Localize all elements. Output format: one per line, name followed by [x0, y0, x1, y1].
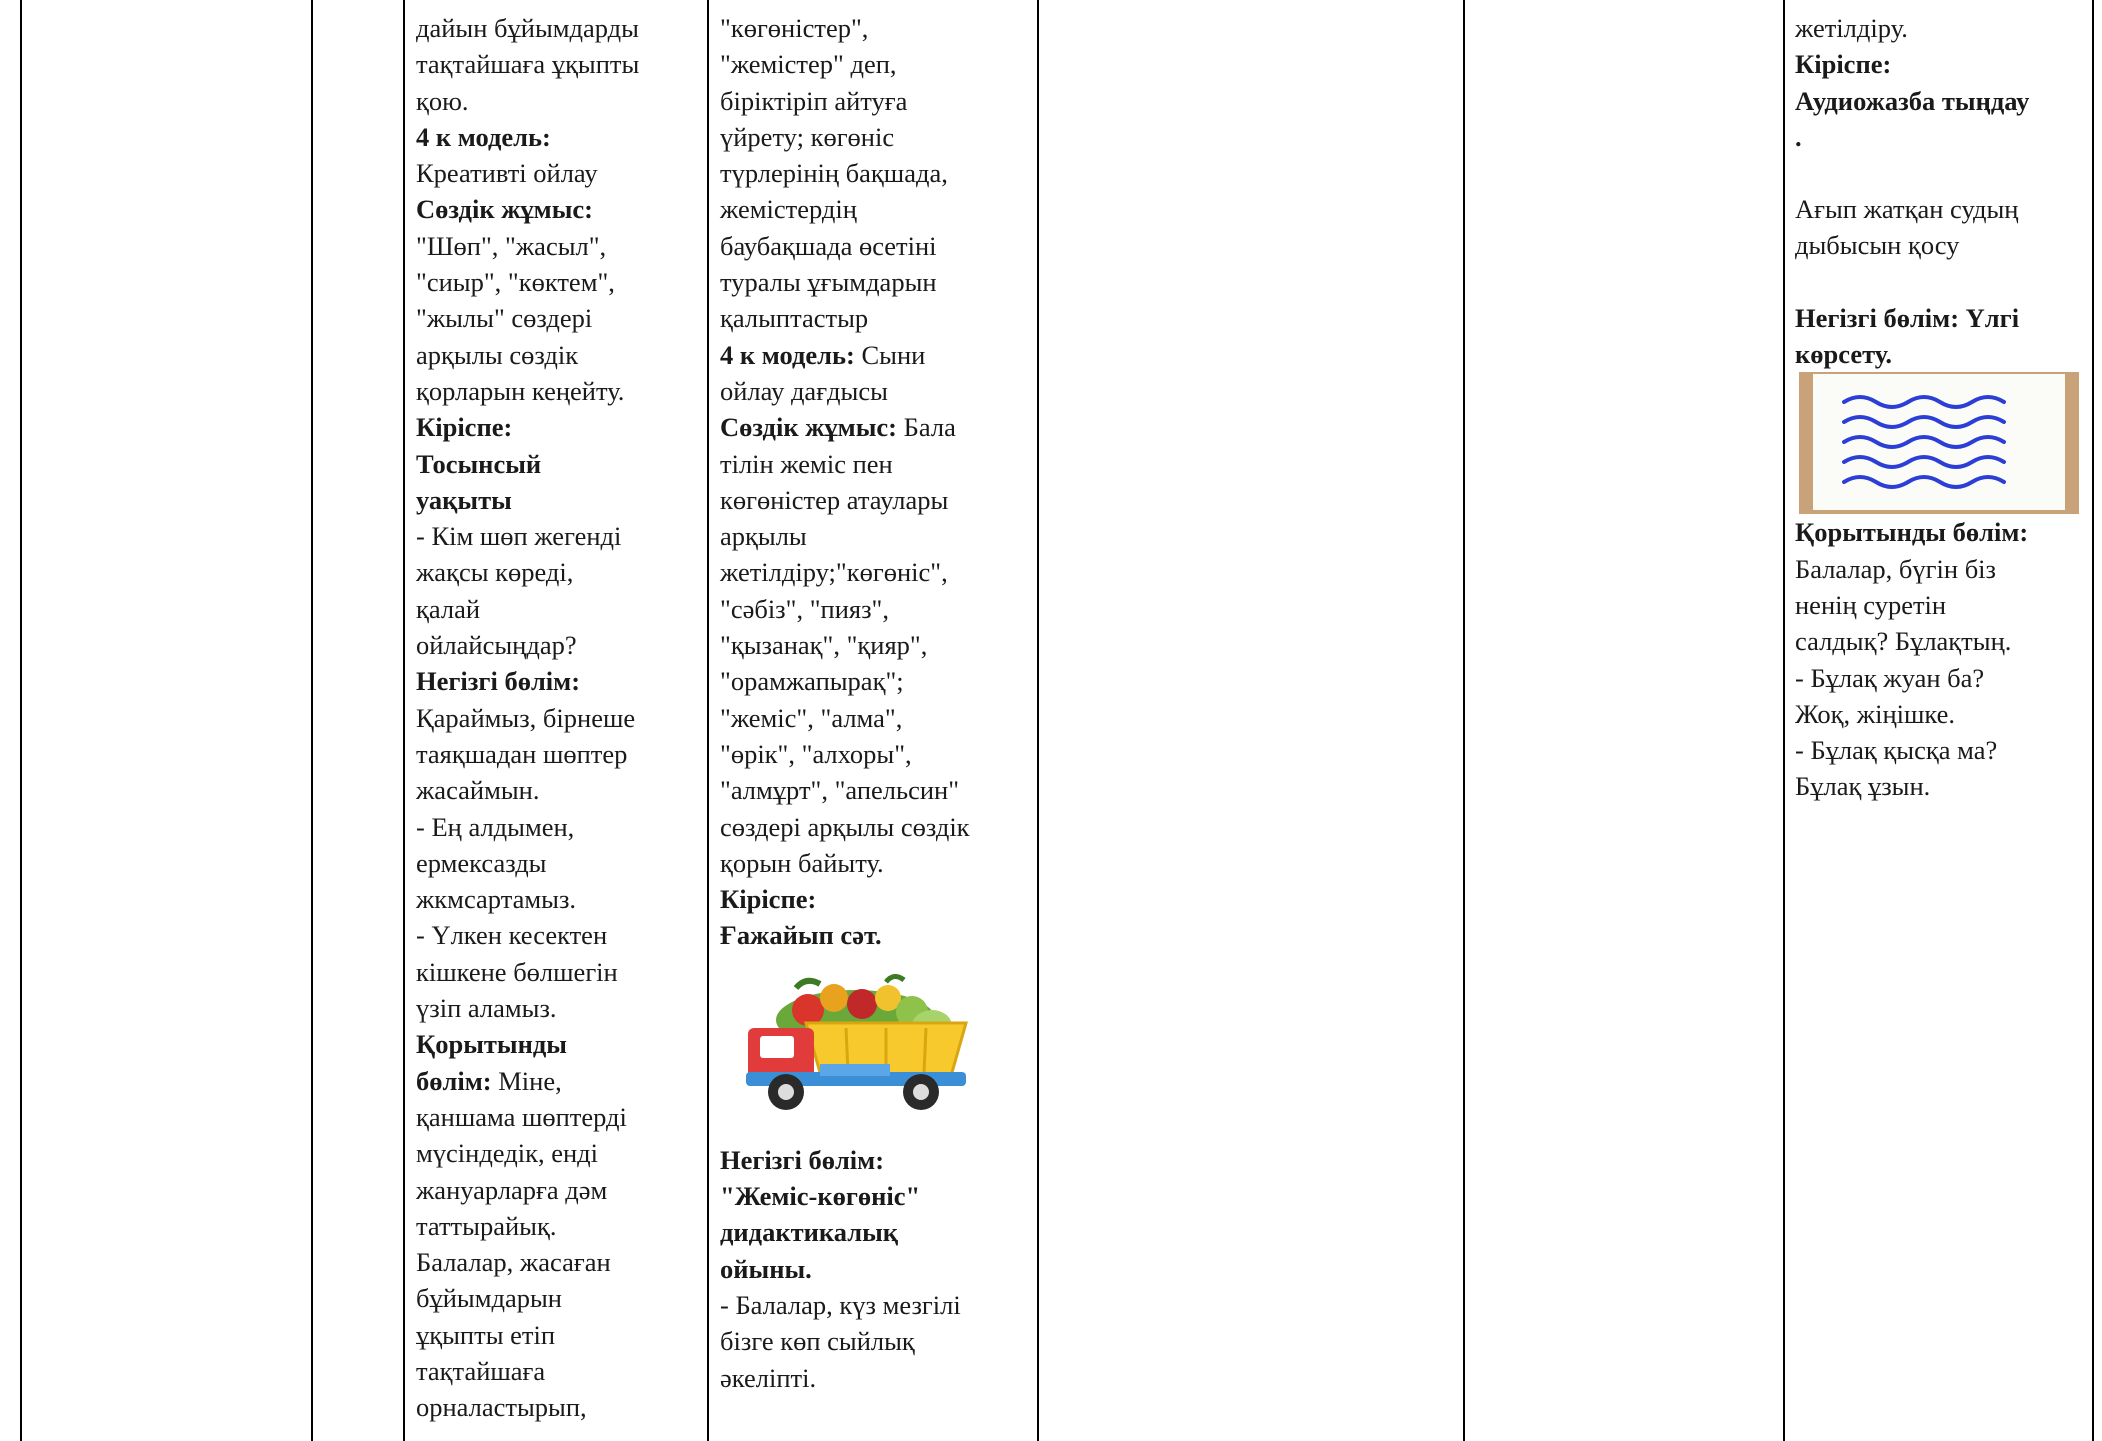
table-border [1037, 0, 1039, 1441]
table-border [2092, 0, 2094, 1441]
text: "жылы" сөздері [416, 303, 593, 334]
text: ойлау дағдысы [720, 375, 888, 406]
cell-activity-2 [720, 10, 1032, 1396]
bold-text: Негізгі бөлім: [1795, 302, 1960, 333]
text: баубақшада өсетіні [720, 230, 937, 261]
fruit-truck-icon [736, 968, 986, 1118]
bold-text: Кіріспе: [720, 884, 817, 915]
text-line [416, 1317, 702, 1353]
text-line [720, 191, 1032, 227]
text-line [416, 446, 702, 482]
text-line [1795, 83, 2087, 119]
cell-text-bottom [720, 1142, 1032, 1396]
text: қорын байыту. [720, 847, 884, 878]
text-line [1795, 119, 2087, 155]
text-line [720, 337, 1032, 373]
table-border [1463, 0, 1465, 1441]
text: сөздері арқылы сөздік [720, 811, 970, 842]
table-border [311, 0, 313, 1441]
text-line [416, 954, 702, 990]
text-line [1795, 551, 2087, 587]
text-line [720, 1323, 1032, 1359]
text-line [416, 300, 702, 336]
text-line [416, 1208, 702, 1244]
text-line [416, 482, 702, 518]
text: үйрету; көгөніс [720, 121, 895, 152]
text: "сәбіз", "пияз", [720, 593, 890, 624]
text-line [416, 373, 702, 409]
text: жетілдіру. [1795, 13, 1908, 43]
text: салдық? Бұлақтың. [1795, 626, 2012, 657]
text: ермексазды [416, 847, 547, 878]
bold-text: Сөздік жұмыс: [416, 194, 594, 225]
text-line [720, 228, 1032, 264]
text: таттырайық. [416, 1210, 557, 1241]
text-line [416, 663, 702, 699]
text: - Балалар, күз мезгілі [720, 1289, 961, 1320]
text: ұқыпты етіп [416, 1319, 556, 1350]
text: тілін жеміс пен [720, 448, 893, 479]
text: көгөністер атаулары [720, 484, 949, 515]
text: - Ең алдымен, [416, 811, 575, 842]
text: "жеміс", "алма", [720, 702, 903, 733]
text: Міне, [491, 1065, 562, 1096]
text-line [720, 1251, 1032, 1287]
text-line [1795, 46, 2087, 82]
bold-text: Тосынсый [416, 448, 542, 479]
text: бізге көп сыйлық [720, 1326, 915, 1357]
text-line [416, 83, 702, 119]
text-line [416, 264, 702, 300]
text: Ағып жатқан судың [1795, 194, 2019, 225]
bold-text: Кіріспе: [1795, 49, 1892, 80]
text-line [416, 409, 702, 445]
bold-text: уақыты [416, 484, 512, 515]
text-line [416, 46, 702, 82]
text: "көгөністер", [720, 13, 869, 43]
text: үзіп аламыз. [416, 993, 557, 1024]
text-line [720, 1287, 1032, 1323]
cell-text-bottom [1795, 514, 2087, 804]
text-line [416, 1099, 702, 1135]
cell-activity-3 [1795, 10, 2087, 805]
text-line [416, 1244, 702, 1280]
text: орналастырып, [416, 1392, 587, 1423]
bold-text: көрсету. [1795, 339, 1892, 370]
text-line [720, 700, 1032, 736]
text-line [1795, 10, 2087, 46]
text: қаншама шөптерді [416, 1101, 627, 1132]
text-line [416, 845, 702, 881]
text-line [416, 1389, 702, 1425]
cell-text-top [1795, 10, 2087, 155]
text: ненің суретін [1795, 589, 1947, 620]
text-line [720, 373, 1032, 409]
text: әкеліпті. [720, 1362, 817, 1393]
text: біріктіріп айтуға [720, 85, 908, 116]
text-line [720, 446, 1032, 482]
text-line [720, 83, 1032, 119]
text-line [720, 736, 1032, 772]
text: "орамжапырақ"; [720, 666, 904, 697]
text: "өрік", "алхоры", [720, 738, 912, 769]
text-line [720, 663, 1032, 699]
bold-text: . [1795, 121, 1802, 152]
text-line [720, 482, 1032, 518]
text-line [416, 191, 702, 227]
text-line [1795, 623, 2087, 659]
bold-text: 4 к модель: [720, 339, 855, 370]
text: таяқшадан шөптер [416, 738, 628, 769]
text-line [416, 554, 702, 590]
text: Сыни [854, 339, 926, 370]
text-line [720, 881, 1032, 917]
bold-text: Негізгі бөлім: [416, 666, 581, 697]
text: - Бұлақ қысқа ма? [1795, 735, 1998, 766]
text-line [1795, 660, 2087, 696]
text: Креативті ойлау [416, 158, 598, 189]
text-line [416, 1063, 702, 1099]
text-line [720, 1178, 1032, 1214]
text-line [416, 1280, 702, 1316]
text-line [720, 772, 1032, 808]
cell-text-middle [1795, 191, 2087, 264]
text-line [416, 518, 702, 554]
text: жетілдіру;"көгөніс", [720, 557, 948, 588]
text-line [416, 990, 702, 1026]
text: арқылы [720, 521, 807, 552]
text: қорларын кеңейту. [416, 375, 625, 406]
text-line [416, 1135, 702, 1171]
bold-text: ойыны. [720, 1253, 812, 1284]
text: "қызанақ", "қияр", [720, 630, 928, 661]
text: кішкене бөлшегін [416, 956, 618, 987]
text-line [720, 409, 1032, 445]
text-line [720, 46, 1032, 82]
bold-text: Сөздік жұмыс: [720, 412, 898, 443]
bold-text: 4 к модель: [416, 121, 551, 152]
text-line [720, 518, 1032, 554]
text: Жоқ, жіңішке. [1795, 698, 1955, 729]
text-line [1795, 768, 2087, 804]
text-line [416, 10, 702, 46]
text-line [416, 1172, 702, 1208]
text-line [720, 300, 1032, 336]
table-border [707, 0, 709, 1441]
text: бұйымдарын [416, 1283, 562, 1314]
text: Бұлақ ұзын. [1795, 771, 1931, 802]
text-line [1795, 300, 2087, 336]
cell-activity-1 [416, 10, 702, 1426]
bold-text: Кіріспе: [416, 412, 513, 443]
bold-text: Негізгі бөлім: [720, 1144, 885, 1175]
text-line [416, 591, 702, 627]
text-line [1795, 696, 2087, 732]
text: жемістердің [720, 194, 857, 225]
table-border [403, 0, 405, 1441]
text: дыбысын қосу [1795, 230, 1960, 261]
text: тақтайшаға [416, 1355, 546, 1386]
text-line [720, 1214, 1032, 1250]
bold-text: "Жеміс-көгөніс" [720, 1181, 921, 1212]
text: арқылы сөздік [416, 339, 579, 370]
text-line [416, 627, 702, 663]
text-line [416, 337, 702, 373]
text: түрлерінің бақшада, [720, 158, 948, 189]
text-line [720, 554, 1032, 590]
text: ойлайсыңдар? [416, 630, 577, 661]
text-line [416, 228, 702, 264]
bold-text: бөлім: [416, 1065, 492, 1096]
text-line [720, 119, 1032, 155]
water-waves-icon [1799, 372, 2079, 514]
text-line [720, 809, 1032, 845]
text: қалыптастыр [720, 303, 869, 334]
text: тақтайшаға ұқыпты [416, 49, 640, 80]
text-line [416, 700, 702, 736]
text-line [720, 917, 1032, 953]
bold-text: Қорытынды [416, 1029, 567, 1060]
text: жақсы көреді, [416, 557, 574, 588]
bold-text: Қорытынды бөлім: [1795, 517, 2029, 548]
text: "жемістер" деп, [720, 49, 897, 80]
text: - Кім шөп жегенді [416, 521, 622, 552]
bold-text: Ғажайып сәт. [720, 920, 882, 951]
text-line [416, 772, 702, 808]
text-line [416, 1026, 702, 1062]
text: жануарларға дәм [416, 1174, 608, 1205]
text: Балалар, жасаған [416, 1247, 611, 1278]
text-line [720, 155, 1032, 191]
text-line [1795, 227, 2087, 263]
text-line [416, 917, 702, 953]
text: дайын бұйымдарды [416, 13, 639, 43]
table-border [1783, 0, 1785, 1441]
text: - Үлкен кесектен [416, 920, 608, 951]
bold-text: Аудиожазба тыңдау [1795, 85, 2030, 116]
text-line [720, 845, 1032, 881]
text-line [1795, 336, 2087, 372]
text-line [720, 1360, 1032, 1396]
text: жасаймын. [416, 775, 540, 806]
table-border [20, 0, 22, 1441]
text-line [416, 809, 702, 845]
text-line [720, 1142, 1032, 1178]
text-line [720, 591, 1032, 627]
text-line [416, 119, 702, 155]
text: "Шөп", "жасыл", [416, 230, 607, 261]
text: қалай [416, 593, 481, 624]
text: - Бұлақ жуан ба? [1795, 662, 1985, 693]
text-line [720, 10, 1032, 46]
text-line [1795, 587, 2087, 623]
text-line [720, 264, 1032, 300]
text-line [1795, 732, 2087, 768]
text-line [416, 1353, 702, 1389]
cell-text-top [720, 10, 1032, 954]
text: жкмсартамыз. [416, 884, 577, 915]
text: "алмұрт", "апельсин" [720, 775, 960, 806]
bold-text: дидактикалық [720, 1217, 899, 1248]
text: туралы ұғымдарын [720, 267, 937, 298]
cell-text-section [1795, 300, 2087, 373]
bold-text: Үлгі [1959, 302, 2020, 333]
text: мүсіндедік, енді [416, 1138, 598, 1169]
text: "сиыр", "көктем", [416, 267, 615, 298]
text-line [416, 736, 702, 772]
text: Балалар, бүгін біз [1795, 553, 1997, 584]
text: Қараймыз, бірнеше [416, 702, 636, 733]
text: қою. [416, 85, 469, 116]
text: Бала [897, 412, 956, 443]
text-line [720, 627, 1032, 663]
text-line [1795, 514, 2087, 550]
text-line [416, 155, 702, 191]
text-line [416, 881, 702, 917]
text-line [1795, 191, 2087, 227]
